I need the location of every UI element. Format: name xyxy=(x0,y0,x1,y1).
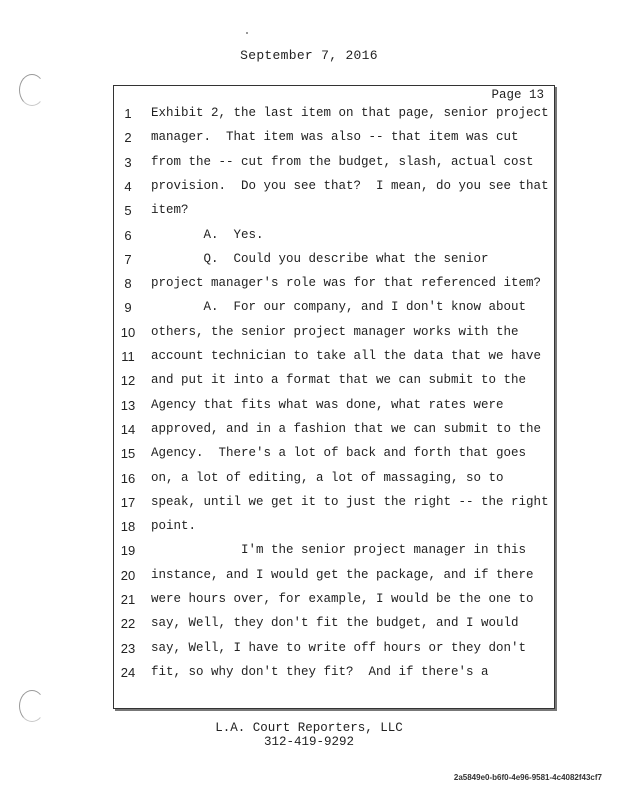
line-number: 18 xyxy=(120,519,136,535)
line-number: 15 xyxy=(120,446,136,462)
line-number: 19 xyxy=(120,543,136,559)
footer-phone: 312-419-9292 xyxy=(263,735,354,749)
line-number: 6 xyxy=(124,227,132,243)
transcript-line-text: were hours over, for example, I would be the one to xyxy=(151,592,534,606)
transcript-line-text: and put it into a format that we can submit to the xyxy=(151,373,527,388)
line-number: 21 xyxy=(120,592,136,607)
header-date: September 7, 2016 xyxy=(240,48,378,63)
transcript-line-text: point. xyxy=(151,519,197,534)
transcript-line-text: project manager's role was for that referenced item? xyxy=(151,276,542,291)
line-number: 4 xyxy=(124,178,132,194)
line-number: 16 xyxy=(120,470,136,486)
punch-hole-top xyxy=(19,74,45,106)
line-number: 17 xyxy=(120,494,136,510)
document-hash: 2a5849e0-b6f0-4e96-9581-4c4082f43cf7 xyxy=(453,773,602,782)
line-number: 22 xyxy=(120,616,136,632)
line-number: 8 xyxy=(124,276,132,292)
line-number: 24 xyxy=(120,664,136,680)
transcript-line-text: say, Well, I have to write off hours or they don't xyxy=(151,640,527,655)
line-number: 13 xyxy=(120,397,136,413)
transcript-line-text: account technician to take all the data that we have xyxy=(151,349,542,363)
line-number: 10 xyxy=(120,324,136,340)
transcript-line-text: on, a lot of editing, a lot of massaging, so to xyxy=(151,470,504,485)
transcript-line-text: item? xyxy=(151,203,189,218)
scan-speck xyxy=(246,32,248,34)
line-number: 7 xyxy=(124,251,132,267)
line-number: 20 xyxy=(120,567,136,583)
transcript-line-text: fit, so why don't they fit? And if there's a xyxy=(151,664,489,679)
line-number: 14 xyxy=(120,421,136,437)
transcript-frame xyxy=(113,85,555,709)
transcript-line-text: Q. Could you describe what the senior xyxy=(151,251,489,266)
transcript-line-text: others, the senior project manager works with the xyxy=(151,324,519,339)
line-number: 12 xyxy=(120,373,136,389)
transcript-line-text: from the -- cut from the budget, slash, actual cost xyxy=(151,154,534,169)
transcript-line-text: speak, until we get it to just the right -- the right xyxy=(151,494,549,509)
footer-company: L.A. Court Reporters, LLC xyxy=(215,721,403,735)
transcript-line-text: I'm the senior project manager in this xyxy=(151,543,527,558)
line-number: 23 xyxy=(120,640,136,656)
transcript-line-text: manager. That item was also -- that item was cut xyxy=(151,130,519,145)
line-number: 5 xyxy=(124,203,132,219)
transcript-line-text: provision. Do you see that? I mean, do you see that xyxy=(151,178,549,193)
line-number: 3 xyxy=(124,154,132,170)
transcript-line-text: say, Well, they don't fit the budget, and I would xyxy=(151,616,519,631)
transcript-line-text: A. For our company, and I don't know about xyxy=(151,300,527,315)
line-number: 11 xyxy=(121,349,135,364)
line-number: 2 xyxy=(124,130,132,146)
line-number: 1 xyxy=(124,106,132,121)
transcript-line-text: Agency. There's a lot of back and forth that goes xyxy=(151,446,527,461)
transcript-line-text: approved, and in a fashion that we can submit to the xyxy=(151,421,542,436)
transcript-line-text: A. Yes. xyxy=(151,227,264,242)
transcript-line-text: Agency that fits what was done, what rates were xyxy=(151,397,504,412)
transcript-line-text: Exhibit 2, the last item on that page, senior project xyxy=(151,106,549,120)
page-number: Page 13 xyxy=(491,88,544,102)
punch-hole-bottom xyxy=(19,690,45,722)
transcript-line-text: instance, and I would get the package, and if there xyxy=(151,567,534,582)
line-number: 9 xyxy=(124,300,132,316)
